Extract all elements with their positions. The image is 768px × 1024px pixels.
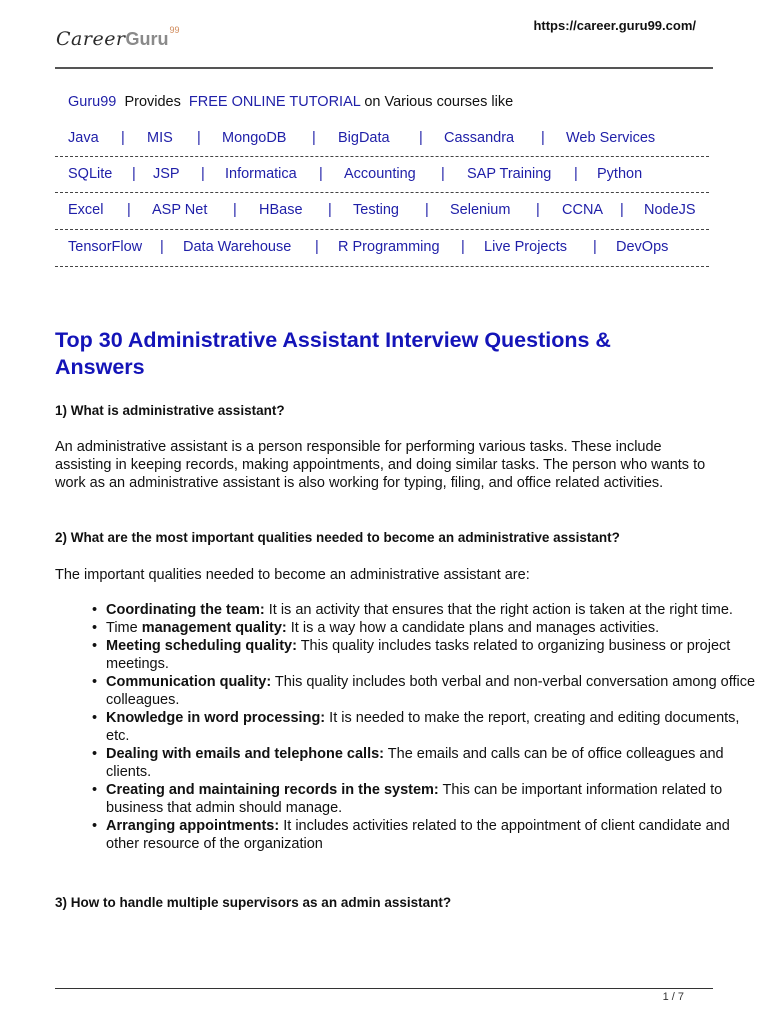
question-1-heading: 1) What is administrative assistant? xyxy=(55,403,285,418)
list-item: • Communication quality: This quality includes both verbal and non-verbal conversation among office colleagues. xyxy=(106,673,766,709)
header-divider xyxy=(55,67,713,69)
course-separator: | xyxy=(593,239,597,255)
list-item: • Dealing with emails and telephone calls: The emails and calls can be of office colleagues and clients. xyxy=(106,745,766,781)
course-link[interactable]: Excel xyxy=(68,202,104,218)
list-item: • Arranging appointments: It includes activities related to the appointment of client candidate and other resource of the organization xyxy=(106,817,766,853)
course-link[interactable]: SAP Training xyxy=(467,166,552,182)
course-link[interactable]: ASP Net xyxy=(152,202,208,218)
course-link[interactable]: R Programming xyxy=(338,239,440,255)
site-url[interactable]: https://career.guru99.com/ xyxy=(533,18,696,33)
dashed-divider xyxy=(55,229,709,230)
list-item: • Creating and maintaining records in the system: This can be important information related to business that admin should manage. xyxy=(106,781,766,817)
quality-name: Creating and maintaining records in the system: xyxy=(106,782,439,798)
course-separator: | xyxy=(201,166,205,182)
course-separator: | xyxy=(536,202,540,218)
logo-career-text: Career xyxy=(56,28,126,50)
course-separator: | xyxy=(419,130,423,146)
course-link[interactable]: DevOps xyxy=(616,239,669,255)
course-separator: | xyxy=(233,202,237,218)
question-2-heading: 2) What are the most important qualities needed to become an administrative assistant? xyxy=(55,530,620,545)
course-link[interactable]: Java xyxy=(68,130,99,146)
quality-name: Coordinating the team: xyxy=(106,602,265,618)
course-link[interactable]: HBase xyxy=(259,202,303,218)
question-2-intro: The important qualities needed to become an administrative assistant are: xyxy=(55,567,530,583)
promo-line xyxy=(68,94,513,110)
course-link[interactable]: MIS xyxy=(147,130,173,146)
article-title: Top 30 Administrative Assistant Interview Questions & Answers xyxy=(55,328,611,379)
course-link[interactable]: Selenium xyxy=(450,202,511,218)
promo-provides: Provides xyxy=(124,94,181,110)
careerguru-logo[interactable] xyxy=(56,25,180,54)
course-separator: | xyxy=(121,130,125,146)
qualities-list xyxy=(55,601,766,853)
quality-name: Knowledge in word processing: xyxy=(106,710,326,726)
course-link[interactable]: TensorFlow xyxy=(68,239,143,255)
list-item: • Meeting scheduling quality: This quality includes tasks related to organizing business or project meetings. xyxy=(106,637,766,673)
course-separator: | xyxy=(541,130,545,146)
course-link[interactable]: CCNA xyxy=(562,202,604,218)
course-separator: | xyxy=(315,239,319,255)
course-link[interactable]: MongoDB xyxy=(222,130,287,146)
guru99-link[interactable]: Guru99 xyxy=(68,94,117,110)
course-link[interactable]: NodeJS xyxy=(644,202,696,218)
course-separator: | xyxy=(197,130,201,146)
quality-name: Dealing with emails and telephone calls: xyxy=(106,746,384,762)
logo-guru-text: Guru xyxy=(125,29,169,49)
course-separator: | xyxy=(160,239,164,255)
course-link[interactable]: Cassandra xyxy=(444,130,515,146)
question-1-answer: An administrative assistant is a person responsible for performing various tasks. These include assisting in keeping records, making appointments, and doing similar tasks. The person who wants to work as an administrative assistant is also working for typing, filing, and office related activities. xyxy=(55,439,706,491)
course-link[interactable]: Python xyxy=(597,166,643,182)
course-separator: | xyxy=(328,202,332,218)
dashed-divider xyxy=(55,156,709,157)
course-separator: | xyxy=(132,166,136,182)
quality-name: Arranging appointments: xyxy=(106,818,280,834)
logo-99-superscript: 99 xyxy=(169,25,180,35)
course-link[interactable]: Informatica xyxy=(225,166,297,182)
course-link[interactable]: Data Warehouse xyxy=(183,239,292,255)
course-link[interactable]: Web Services xyxy=(566,130,656,146)
quality-name: management quality: xyxy=(141,620,287,636)
page-number: 1 / 7 xyxy=(662,991,684,1003)
course-link[interactable]: Testing xyxy=(353,202,399,218)
question-3-heading: 3) How to handle multiple supervisors as an admin assistant? xyxy=(55,895,452,910)
free-tutorial-link[interactable]: FREE ONLINE TUTORIAL xyxy=(188,94,361,110)
course-separator: | xyxy=(620,202,624,218)
course-link[interactable]: JSP xyxy=(153,166,180,182)
course-separator: | xyxy=(425,202,429,218)
course-separator: | xyxy=(312,130,316,146)
course-separator: | xyxy=(574,166,578,182)
course-link[interactable]: Live Projects xyxy=(484,239,568,255)
course-link[interactable]: SQLite xyxy=(68,166,113,182)
footer-divider xyxy=(55,988,713,989)
list-item: • Knowledge in word processing: It is needed to make the report, creating and editing documents, etc. xyxy=(106,709,766,745)
course-link[interactable]: Accounting xyxy=(344,166,416,182)
list-item: • Coordinating the team: It is an activity that ensures that the right action is taken at the right time. xyxy=(106,601,766,619)
promo-rest: on Various courses like xyxy=(364,94,514,110)
course-separator: | xyxy=(441,166,445,182)
quality-name: Meeting scheduling quality: xyxy=(106,638,297,654)
course-link[interactable]: BigData xyxy=(338,130,390,146)
course-separator: | xyxy=(319,166,323,182)
course-separator: | xyxy=(127,202,131,218)
quality-name: Communication quality: xyxy=(106,674,272,690)
dashed-divider xyxy=(55,192,709,193)
list-item: • Time management quality: It is a way how a candidate plans and manages activities. xyxy=(106,619,766,637)
course-separator: | xyxy=(461,239,465,255)
dashed-divider xyxy=(55,266,709,267)
